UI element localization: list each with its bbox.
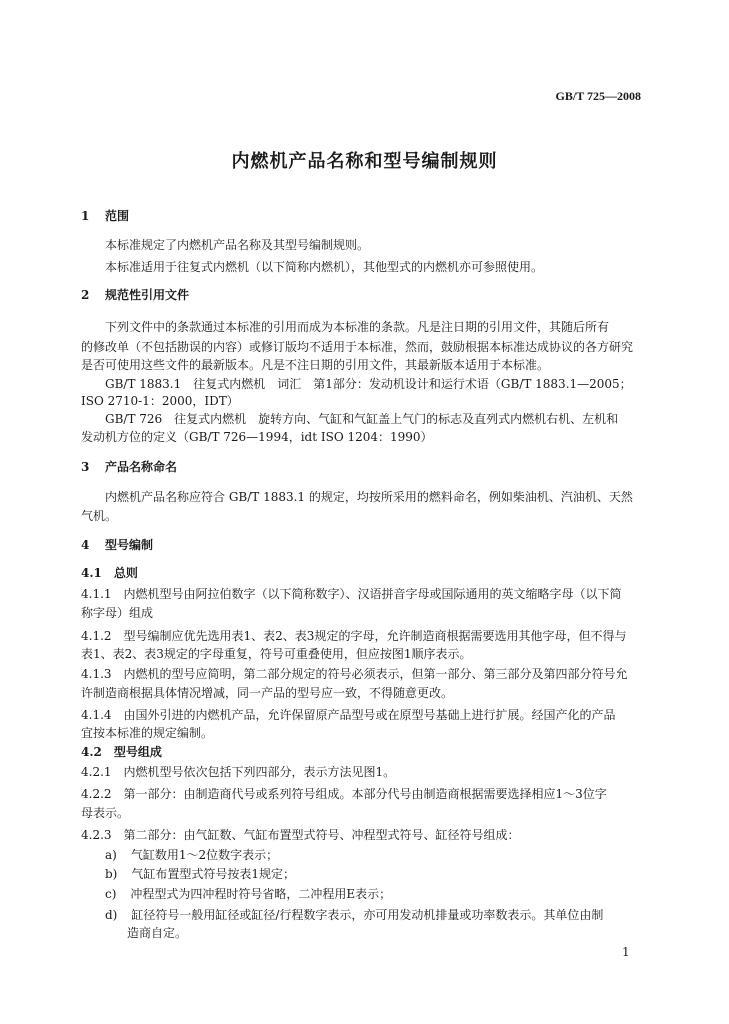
paragraph: 本标准适用于往复式内燃机（以下简称内燃机），其他型式的内燃机亦可参照使用。 (105, 260, 544, 274)
subsection-heading: 4.1 总则 (81, 566, 138, 580)
paragraph: 本标准规定了内燃机产品名称及其型号编制规则。 (105, 238, 370, 252)
list-marker: d) (105, 908, 118, 922)
clause-line: 表1、表2、表3规定的字母重复，符号可重叠使用，但应按图1顺序表示。 (81, 647, 472, 661)
list-item-b (105, 865, 295, 882)
section-title: 范围 (105, 209, 130, 223)
list-marker: a) (105, 848, 117, 862)
section-1-heading (81, 207, 129, 224)
section-title: 产品名称命名 (105, 460, 178, 474)
section-number: 1 (81, 209, 90, 223)
reference-line: GB/T 726 往复式内燃机 旋转方向、气缸和气缸盖上气门的标志及直列式内燃机右机、左机和 (105, 412, 619, 426)
section-number: 4 (81, 538, 90, 552)
paragraph-line: 气机。 (81, 509, 118, 523)
reference-line: 发动机方位的定义（GB/T 726—1994，idt ISO 1204：1990） (81, 430, 433, 444)
section-number: 2 (81, 288, 90, 302)
document-title: 内燃机产品名称和型号编制规则 (231, 151, 498, 172)
list-marker: c) (105, 887, 117, 901)
standard-number: GB/T 725—2008 (555, 89, 641, 103)
list-text: 气缸数用1～2位数字表示； (130, 848, 279, 862)
clause-line: 4.1.4 由国外引进的内燃机产品，允许保留原产品型号或在原型号基础上进行扩展。经国产化的产品 (81, 708, 616, 722)
section-title: 规范性引用文件 (105, 288, 190, 302)
reference-line: GB/T 1883.1 往复式内燃机 词汇 第1部分：发动机设计和运行术语（GB/T 1883.1—2005； (105, 377, 632, 391)
clause-line: 4.1.3 内燃机的型号应简明，第二部分规定的符号必须表示，但第一部分、第三部分及第四部分符号允 (81, 667, 628, 681)
list-item-d-continuation: 造商自定。 (127, 926, 188, 940)
clause-line: 4.2.3 第二部分：由气缸数、气缸布置型式符号、冲程型式符号、缸径符号组成： (81, 828, 520, 842)
section-title: 型号编制 (105, 538, 154, 552)
paragraph-line: 是否可使用这些文件的最新版本。凡是不注日期的引用文件，其最新版本适用于本标准。 (81, 358, 550, 372)
section-2-heading (81, 286, 189, 303)
list-item-a (105, 846, 278, 863)
reference-line: ISO 2710-1：2000，IDT） (81, 394, 239, 408)
list-text: 冲程型式为四冲程时符号省略，二冲程用E表示； (130, 887, 392, 901)
clause-line: 4.2.2 第一部分：由制造商代号或系列符号组成。本部分代号由制造商根据需要选择相应1～3位字 (81, 787, 607, 801)
list-text: 气缸布置型式符号按表1规定； (131, 867, 296, 881)
clause-line: 许制造商根据具体情况增减，同一产品的型号应一致，不得随意更改。 (81, 686, 454, 700)
paragraph-line: 下列文件中的条款通过本标准的引用而成为本标准的条款。凡是注日期的引用文件，其随后所有 (105, 320, 610, 334)
clause-line: 称字母）组成 (81, 606, 154, 620)
page-number: 1 (622, 945, 630, 959)
clause-line: 4.1.2 型号编制应优先选用表1、表2、表3规定的字母，允许制造商根据需要选用其他字母，但不得与 (81, 629, 627, 643)
list-item-c (105, 885, 391, 902)
clause-line: 宜按本标准的规定编制。 (81, 726, 214, 740)
section-number: 3 (81, 460, 90, 474)
list-item-d (105, 906, 603, 923)
clause-line: 4.2.1 内燃机型号依次包括下列四部分，表示方法见图1。 (81, 765, 396, 779)
section-4-heading (81, 536, 153, 553)
clause-line: 母表示。 (81, 806, 130, 820)
list-text: 缸径符号一般用缸径或缸径/行程数字表示，亦可用发动机排量或功率数表示。其单位由制 (131, 908, 604, 922)
section-3-heading (81, 458, 177, 475)
list-marker: b) (105, 867, 118, 881)
paragraph-line: 的修改单（不包括勘误的内容）或修订版均不适用于本标准，然而，鼓励根据本标准达成协议的各方研究 (81, 340, 634, 354)
subsection-heading: 4.2 型号组成 (81, 745, 162, 759)
clause-line: 4.1.1 内燃机型号由阿拉伯数字（以下简称数字）、汉语拼音字母或国际通用的英文缩略字母（以下简 (81, 587, 622, 601)
paragraph-line: 内燃机产品名称应符合 GB/T 1883.1 的规定，均按所采用的燃料命名，例如柴油机、汽油机、天然 (105, 490, 633, 504)
